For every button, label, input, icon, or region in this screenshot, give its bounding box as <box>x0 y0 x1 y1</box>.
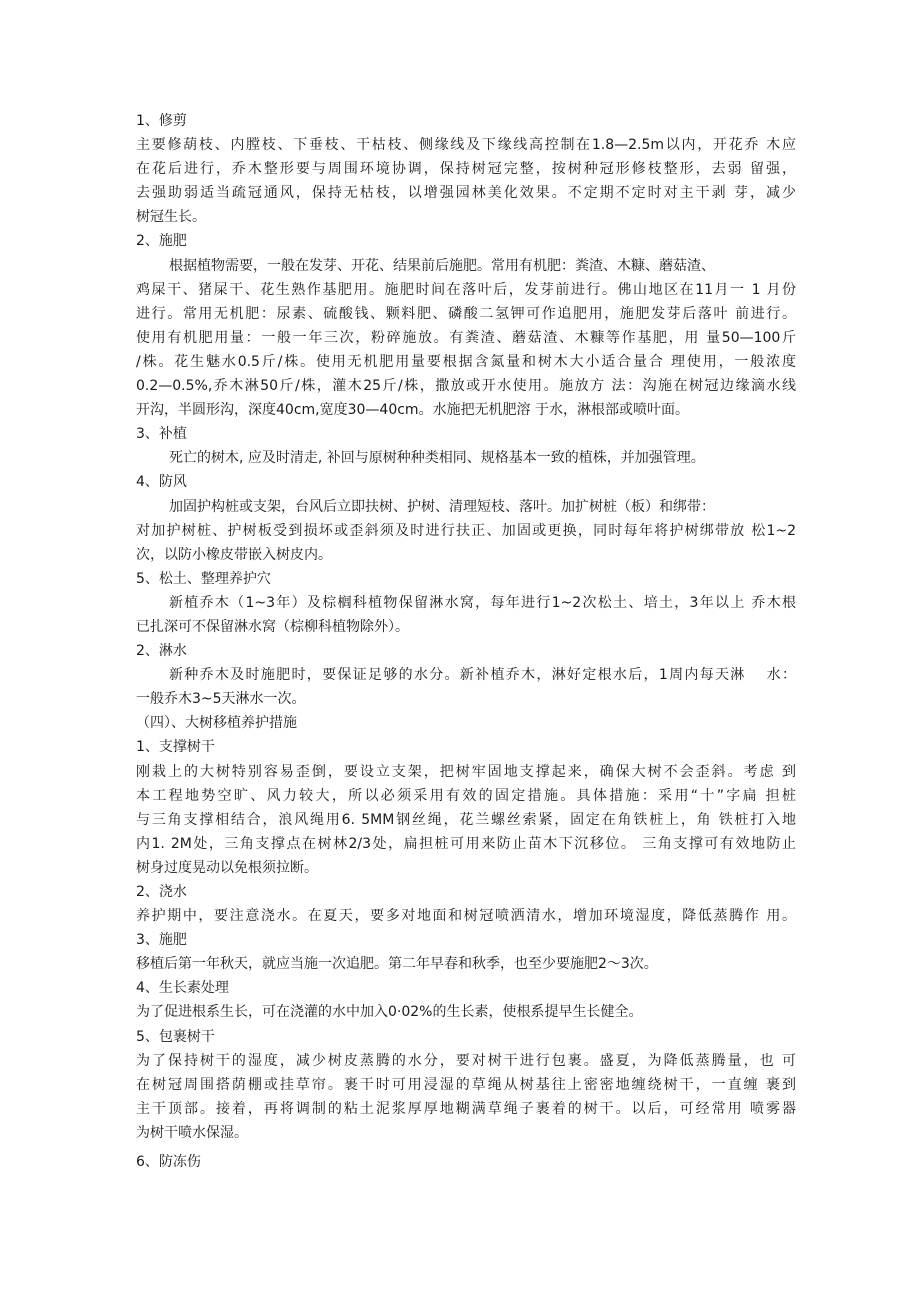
text-line: 5、松土、整理养护穴 <box>136 570 271 587</box>
text-line: 刚栽上的大树特别容易歪倒，要设立支架，把树牢固地支撑起来，确保大树不会歪斜。考虑 到 <box>136 763 796 780</box>
text-line: 进行。常用无机肥：尿素、硫酸钱、颗料肥、磷酸二氢钾可作追肥用，施肥发芽后落叶 前进行。 <box>136 305 796 322</box>
text-line: 5、包裹树干 <box>136 1028 215 1045</box>
text-line: 与三角支撑相结合，浪风绳用6. 5MM钢丝绳，花兰螺丝索紧，固定在角铁桩上，角 铁桩打入地 <box>136 811 796 828</box>
text-line: 移植后第一年秋天，就应当施一次追肥。第二年早春和秋季，也至少要施肥2～3次。 <box>136 956 658 973</box>
text-line: 死亡的树木, 应及时清走, 补回与原树种种类相同、规格基本一致的植株，并加强管理。 <box>169 450 705 467</box>
text-line: 主干顶部。接着，再将调制的粘土泥浆厚厚地糊满草绳子裹着的树干。以后，可经常用 喷雾器 <box>136 1100 796 1117</box>
text-line: 开沟，半圆形沟，深度40cm,宽度30—40cm。水施把无机肥溶 于水，淋根部或喷叶面。 <box>136 402 690 419</box>
text-line: 次，以防小橡皮带嵌入树皮内。 <box>136 546 332 563</box>
text-line: 去强助弱适当疏冠通风，保持无枯枝，以增强园林美化效果。不定期不定时对主干剥 芽，减少 <box>136 185 796 202</box>
text-line: 鸡屎干、猪屎干、花生熟作基肥用。施肥时间在落叶后，发芽前进行。佛山地区在11月一 1 月份 <box>136 281 796 298</box>
text-line: 树身过度晃动以免根须拉断。 <box>136 859 318 876</box>
text-line: 1、支撑树干 <box>136 739 215 756</box>
text-line: 4、防风 <box>136 474 187 491</box>
text-line: （四）、大树移植养护措施 <box>136 715 297 732</box>
text-line: 为了保持树干的湿度，减少树皮蒸腾的水分，要对树干进行包裹。盛夏，为降低蒸腾量，也 可 <box>136 1052 796 1069</box>
text-line: 对加护树桩、护树板受到损坏或歪斜须及时进行扶正、加固或更换，同时每年将护树绑带放 松1~2 <box>136 522 796 539</box>
text-line: 树冠生长。 <box>136 209 206 226</box>
text-line: 3、施肥 <box>136 932 187 949</box>
text-line: 1、修剪 <box>136 113 187 129</box>
text-line: 已扎深可不保留淋水窝（棕柳科植物除外）。 <box>136 618 409 635</box>
text-line: 在树冠周围搭荫棚或挂草帘。裹干时可用浸湿的草绳从树基往上密密地缠绕树干，一直缠 裹到 <box>136 1076 796 1093</box>
text-line: 在花后进行，乔木整形要与周围环境协调，保持树冠完整，按树种冠形修枝整形，去弱 留强， <box>136 161 796 178</box>
text-line: 一般乔木3~5天淋水一次。 <box>136 691 306 708</box>
text-line: 新种乔木及时施肥时，要保证足够的水分。新补植乔木，淋好定根水后，1周内每天淋 水： <box>169 667 796 684</box>
text-line: 加固护构桩或支架，台风后立即扶树、护树、清理短枝、落叶。加扩树桩（板）和绑带： <box>169 498 715 515</box>
text-line: 0.2—0.5%,乔木淋50斤/株，灌木25斤/株，撒放或开水使用。施放方 法：沟施在树冠边缘滴水线 <box>136 378 796 395</box>
text-line: 6、防冻伤 <box>136 1154 201 1171</box>
text-line: 主要修葫枝、内膛枝、下垂枝、干枯枝、侧缘线及下缘线高控制在1.8—2.5m以内，开花乔 木应 <box>136 137 796 154</box>
text-line: 使用有机肥用量：一般一年三次，粉碎施放。有粪渣、蘑菇渣、木糠等作基肥，用 量50—100斤 <box>136 329 796 346</box>
text-line: 为树干喷水保湿。 <box>136 1124 248 1141</box>
text-line: 2、浇水 <box>136 884 187 900</box>
document-body <box>136 109 796 1174</box>
text-line: 2、淋水 <box>136 643 187 660</box>
text-line: 3、补植 <box>136 426 187 443</box>
text-line: 4、生长素处理 <box>136 980 229 997</box>
text-line: 养护期中，要注意浇水。在夏天，要多对地面和树冠喷洒清水，增加环境湿度，降低蒸腾作 用。 <box>136 908 796 925</box>
text-line: 2、施肥 <box>136 233 187 250</box>
text-line: /株。花生魅水0.5斤/株。使用无机肥用量要根据含氮量和树木大小适合量合 理使用，一般浓度 <box>136 353 796 370</box>
text-line: 为了促进根系生长，可在浇灌的水中加入0·02%的生长素，使根系提早生长健全。 <box>136 1004 643 1021</box>
text-line: 内1. 2M处，三角支撑点在树林2/3处，扁担桩可用来防止苗木下沉移位。 三角支撑可有效地防止 <box>136 835 796 852</box>
text-line: 本工程地势空旷、风力较大，所以必须采用有效的固定措施。具体措施：采用“十”字扁 担桩 <box>136 787 796 804</box>
text-line: 根据植物需要，一般在发芽、开花、结果前后施肥。常用有机肥：粪渣、木糠、蘑菇渣、 <box>169 257 715 274</box>
text-line: 新植乔木（1~3年）及棕榈科植物保留淋水窝，每年进行1~2次松土、培土，3年以上 乔木根 <box>169 594 796 611</box>
